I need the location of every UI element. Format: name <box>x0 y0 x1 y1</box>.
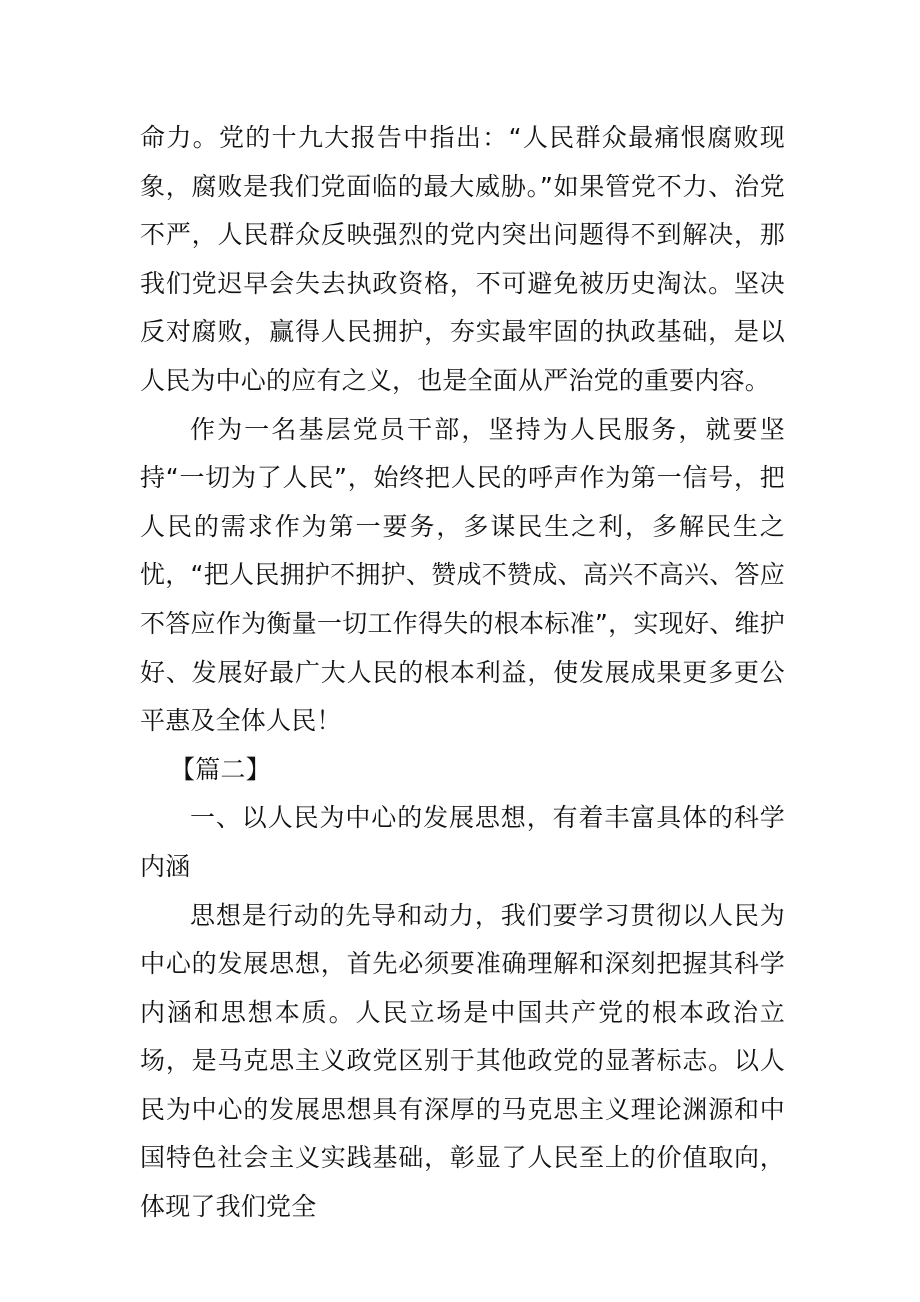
section-heading-part-two: 【篇二】 <box>170 754 271 784</box>
paragraph-thought-guide: 思想是行动的先导和动力，我们要学习贯彻以人民为中心的发展思想，首先必须要准确理解和深刻把握其科学内涵和思想本质。人民立场是中国共产党的根本政治立场，是马克思主义政党区别于其他政党的显著标志。以人民为中心的发展思想具有深厚的马克思主义理论渊源和中国特色社会主义实践基础，彰显了人民至上的价值取向，体现了我们党全 <box>140 900 785 1222</box>
subheading-people-centered: 一、以人民为中心的发展思想，有着丰富具体的科学内涵 <box>140 803 785 881</box>
document-body <box>140 114 785 1232</box>
paragraph-continuation: 命力。党的十九大报告中指出：“人民群众最痛恨腐败现象，腐败是我们党面临的最大威胁。”如果管党不力、治党不严，人民群众反映强烈的党内突出问题得不到解决，那我们党迟早会失去执政资格，不可避免被历史淘汰。坚决反对腐败，赢得人民拥护，夯实最牢固的执政基础，是以人民为中心的应有之义，也是全面从严治党的重要内容。 <box>140 123 785 395</box>
paragraph-party-member-service: 作为一名基层党员干部，坚持为人民服务，就要坚持“一切为了人民”，始终把人民的呼声作为第一信号，把人民的需求作为第一要务，多谋民生之利，多解民生之忧，“把人民拥护不拥护、赞成不赞成、高兴不高兴、答应不答应作为衡量一切工作得失的根本标准”，实现好、维护好、发展好最广大人民的根本利益，使发展成果更多更公平惠及全体人民！ <box>140 414 785 736</box>
